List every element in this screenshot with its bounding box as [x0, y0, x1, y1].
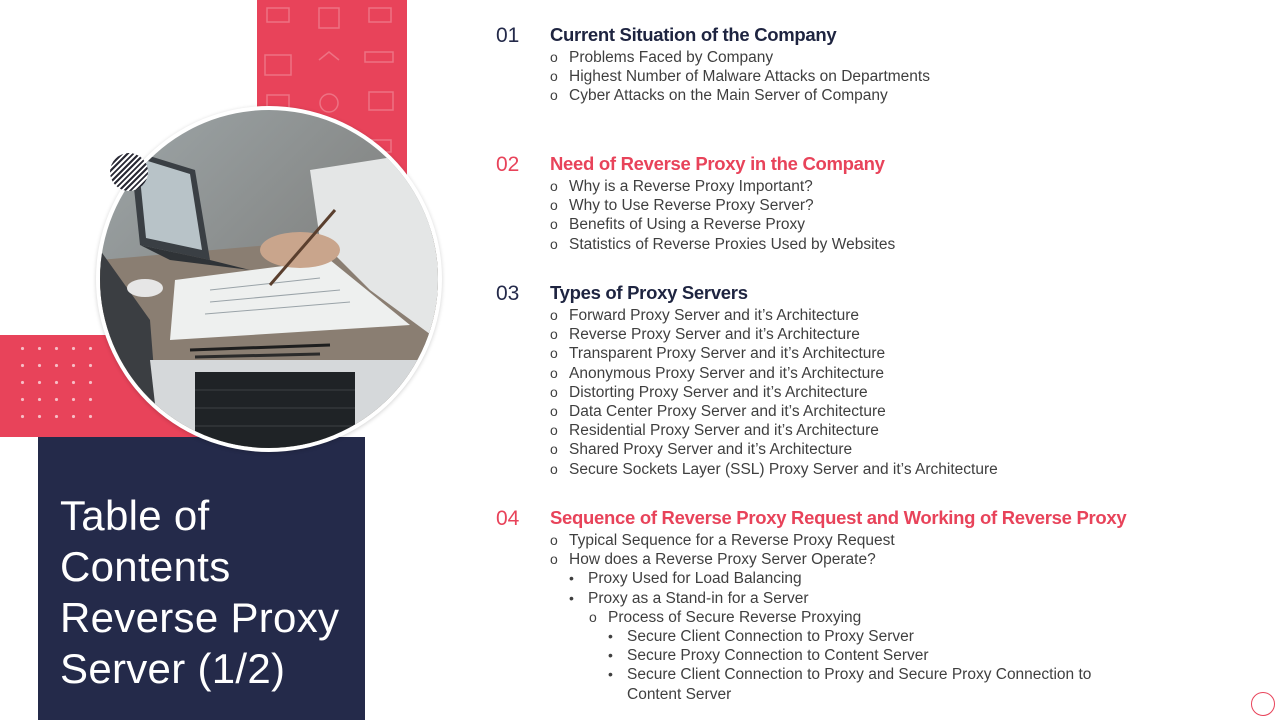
section-heading: Need of Reverse Proxy in the Company [550, 153, 885, 174]
section-heading: Types of Proxy Servers [550, 282, 748, 303]
corner-ring-decoration [1251, 692, 1275, 716]
section-number: 01 [496, 24, 520, 47]
list-item: o Problems Faced by Company [550, 49, 774, 66]
laptop-photo [100, 110, 438, 448]
section-number: 02 [496, 153, 520, 176]
list-item: • Secure Client Connection to Proxy Server [608, 627, 914, 645]
list-item: o Statistics of Reverse Proxies Used by Websites [550, 235, 896, 253]
list-item: o How does a Reverse Proxy Server Operate? [550, 551, 876, 569]
list-item: o Why is a Reverse Proxy Important? [550, 178, 813, 195]
section-number: 03 [496, 282, 520, 305]
list-item: o Distorting Proxy Server and it’s Architecture [550, 383, 868, 401]
list-item: o Process of Secure Reverse Proxying [589, 608, 862, 626]
list-item: • Proxy Used for Load Balancing [569, 570, 802, 588]
section-items [550, 177, 895, 254]
list-item: o Cyber Attacks on the Main Server of Company [550, 87, 888, 105]
list-item: • Proxy as a Stand-in for a Server [569, 589, 809, 607]
hatched-circle-decoration [110, 153, 148, 191]
page-title: Table of Contents Reverse Proxy Server (1/2) [60, 492, 340, 692]
list-item: o Highest Number of Malware Attacks on Departments [550, 68, 930, 86]
section-number: 04 [496, 507, 520, 530]
list-item: o Secure Sockets Layer (SSL) Proxy Server and it’s Architecture [550, 460, 998, 478]
list-item: • Secure Client Connection to Proxy and Secure Proxy Connection to [608, 666, 1092, 684]
dot-pattern [14, 340, 104, 430]
section-items [550, 531, 1091, 704]
list-item: o Forward Proxy Server and it’s Architecture [550, 307, 860, 324]
section-heading: Sequence of Reverse Proxy Request and Working of Reverse Proxy [550, 507, 1127, 528]
list-item: o Typical Sequence for a Reverse Proxy Request [550, 532, 895, 549]
list-item: o Reverse Proxy Server and it’s Architecture [550, 326, 860, 344]
list-item: Content Server [627, 685, 732, 703]
list-item: o Benefits of Using a Reverse Proxy [550, 216, 806, 234]
list-item: o Anonymous Proxy Server and it’s Architecture [550, 364, 885, 382]
list-item: o Transparent Proxy Server and it’s Architecture [550, 345, 886, 363]
list-item: o Why to Use Reverse Proxy Server? [550, 197, 814, 215]
section-heading: Current Situation of the Company [550, 24, 837, 45]
section-items [550, 306, 998, 479]
section-items [550, 48, 930, 106]
list-item: o Shared Proxy Server and it’s Architecture [550, 441, 853, 459]
list-item: o Residential Proxy Server and it’s Architecture [550, 422, 879, 440]
list-item: • Secure Proxy Connection to Content Server [608, 647, 929, 665]
list-item: o Data Center Proxy Server and it’s Architecture [550, 402, 886, 420]
photo-frame [96, 106, 442, 452]
